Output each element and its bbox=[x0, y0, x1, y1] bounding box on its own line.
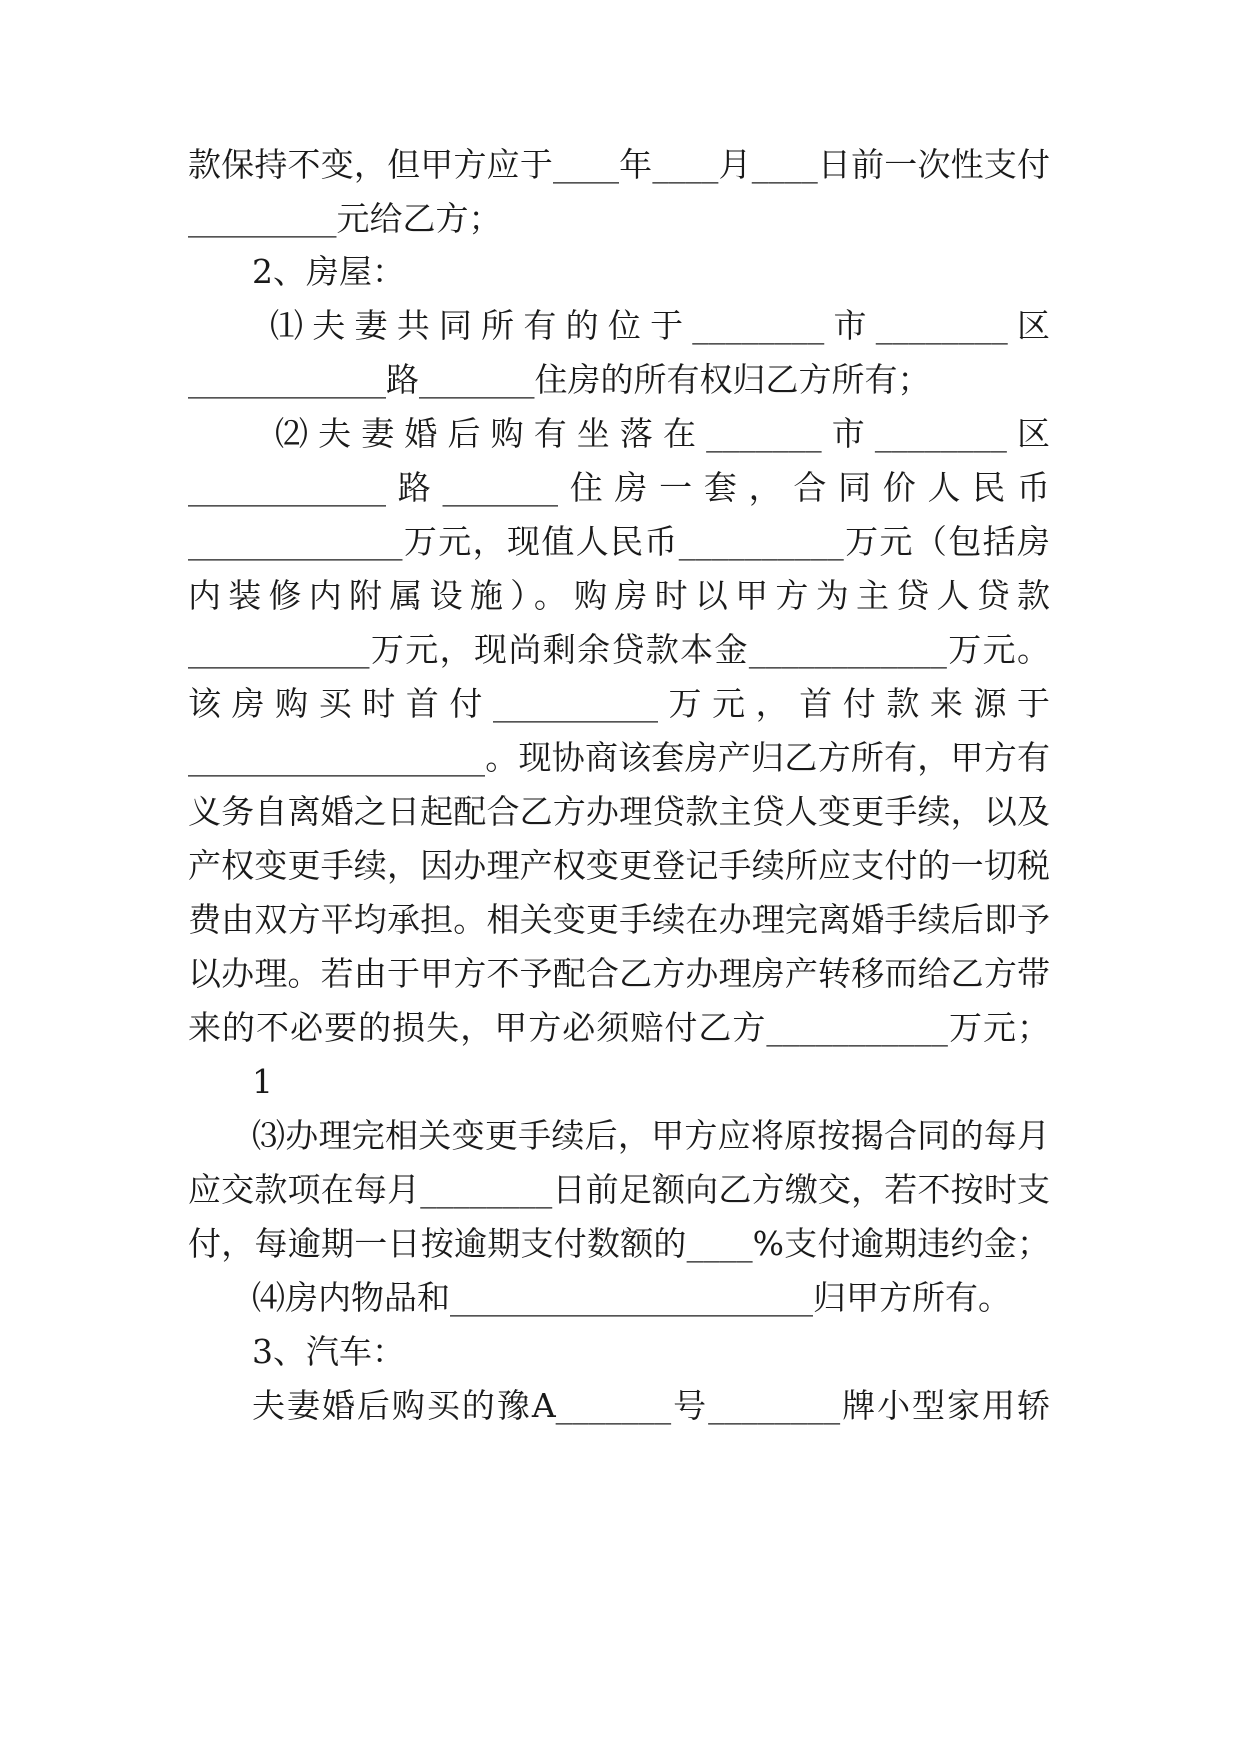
text-line: 费由双方平均承担。相关变更手续在办理完离婚手续后即予 bbox=[188, 900, 1050, 939]
text-line: ____________路_______住房一套，合同价人民币 bbox=[188, 468, 1050, 507]
text-line: 以办理。若由于甲方不予配合乙方办理房产转移而给乙方带 bbox=[188, 954, 1050, 993]
text-line: 付，每逾期一日按逾期支付数额的____%支付逾期违约金； bbox=[188, 1224, 1050, 1263]
text-line: 内装修内附属设施）。购房时以甲方为主贷人贷款 bbox=[188, 576, 1050, 615]
text-line: 来的不必要的损失，甲方必须赔付乙方___________万元； bbox=[188, 1008, 1050, 1047]
section-heading-car: 3、汽车： bbox=[252, 1332, 405, 1371]
text-line: ⑴夫妻共同所有的位于________市________区 bbox=[270, 306, 1050, 345]
text-line: _____________万元，现值人民币__________万元（包括房 bbox=[188, 522, 1050, 561]
section-heading-house: 2、房屋： bbox=[252, 252, 405, 291]
text-line: ⑷房内物品和______________________归甲方所有。 bbox=[252, 1278, 1011, 1317]
text-line: 该房购买时首付__________万元，首付款来源于 bbox=[188, 684, 1050, 723]
page-number: 1 bbox=[252, 1062, 273, 1101]
text-line: ____________路_______住房的所有权归乙方所有； bbox=[188, 360, 931, 399]
text-line: 义务自离婚之日起配合乙方办理贷款主贷人变更手续，以及 bbox=[188, 792, 1050, 831]
text-line: ___________万元，现尚剩余贷款本金____________万元。 bbox=[188, 630, 1050, 669]
text-line: 产权变更手续，因办理产权变更登记手续所应支付的一切税 bbox=[188, 846, 1050, 885]
text-line: __________________。现协商该套房产归乙方所有，甲方有 bbox=[188, 738, 1050, 777]
text-line: ⑶办理完相关变更手续后，甲方应将原按揭合同的每月 bbox=[252, 1116, 1050, 1155]
text-line: ⑵夫妻婚后购有坐落在_______市________区 bbox=[275, 414, 1050, 453]
text-line: 款保持不变，但甲方应于____年____月____日前一次性支付 bbox=[188, 145, 1050, 184]
text-line: 夫妻婚后购买的豫A_______号________牌小型家用轿 bbox=[252, 1386, 1050, 1425]
text-line: 应交款项在每月________日前足额向乙方缴交，若不按时支 bbox=[188, 1170, 1050, 1209]
text-line: _________元给乙方； bbox=[188, 199, 502, 238]
